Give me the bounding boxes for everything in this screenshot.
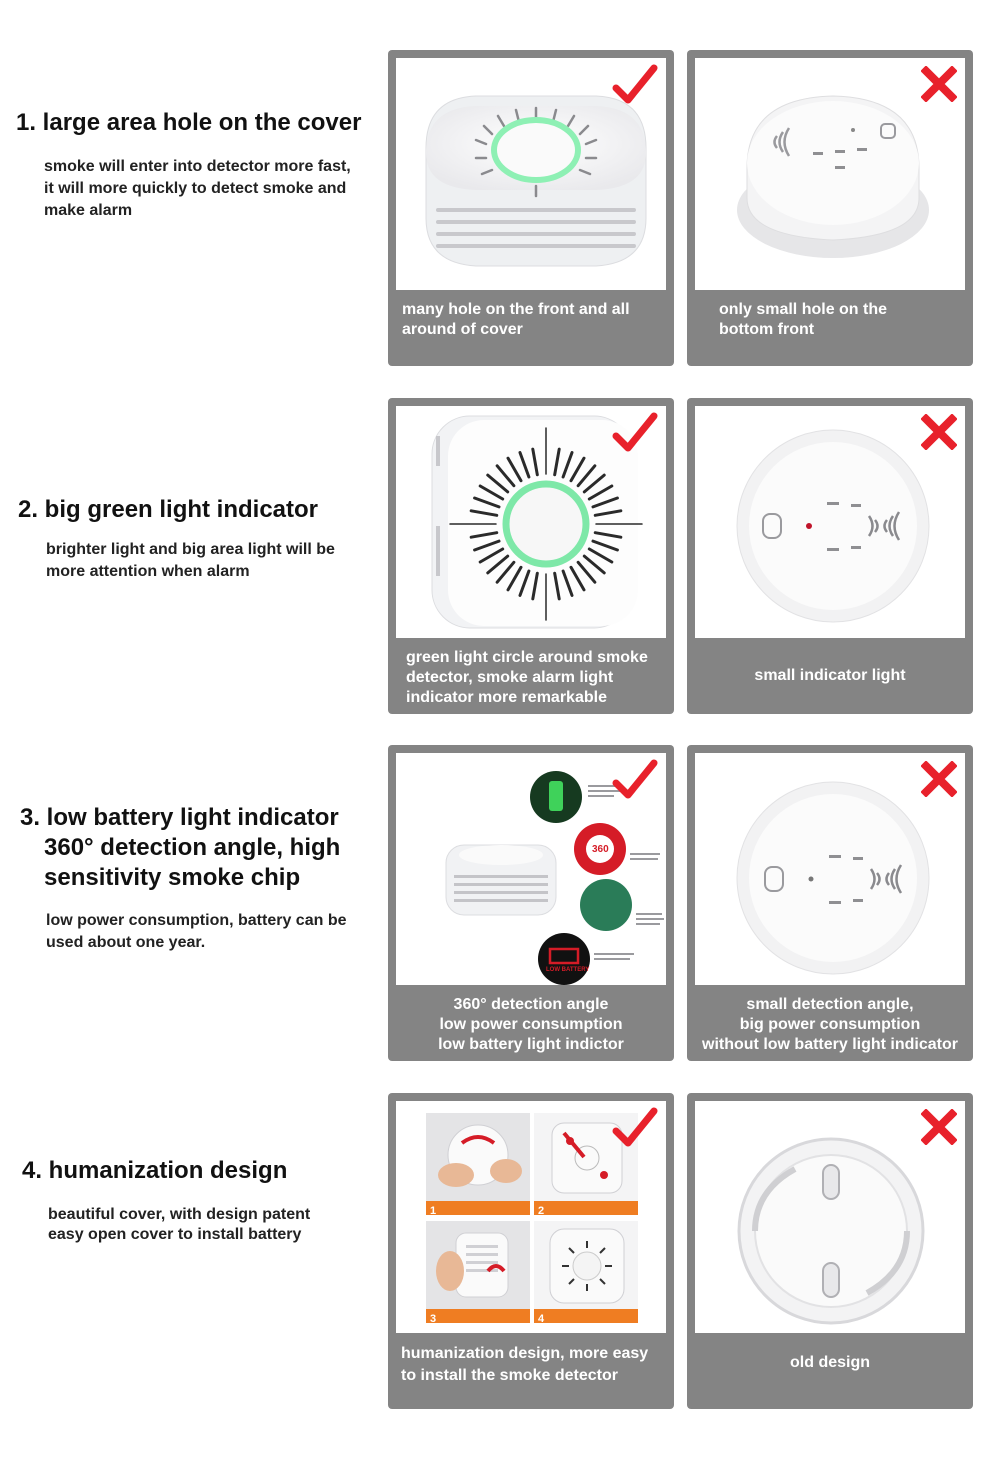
section-2-bad-card	[687, 398, 973, 714]
section-1-bad-card	[687, 50, 973, 366]
section-3-bad-card	[687, 745, 973, 1061]
installation-steps-photo	[396, 1101, 666, 1333]
section-2-description: brighter light and big area light will be more attention when alarm	[46, 541, 335, 580]
low-battery-label: LOW BATTERY	[546, 967, 590, 973]
section-3-heading: 3. low battery light indicator 360° detection angle, high sensitivity smoke chip	[20, 804, 341, 891]
round-detector-front-photo-2	[695, 753, 965, 985]
section-3-good-caption: 360° detection angle low power consumption low battery light indictor	[438, 996, 624, 1053]
section-2-heading: 2. big green light indicator	[18, 496, 319, 523]
section-1-good-caption: many hole on the front and all around of cover	[402, 301, 630, 338]
section-4-good-caption: humanization design, more easy to install the smoke detector	[401, 1345, 649, 1384]
square-detector-front-photo	[396, 406, 666, 638]
round-detector-side-photo	[695, 58, 965, 290]
section-4-description: beautiful cover, with design patent easy open cover to install battery	[48, 1206, 311, 1243]
section-4-bad-card	[687, 1093, 973, 1409]
square-detector-photo	[396, 58, 666, 290]
section-1-bad-caption: only small hole on the bottom front	[719, 301, 888, 338]
section-4-heading: 4. humanization design	[22, 1157, 288, 1184]
section-3-description: low power consumption, battery can be used about one year.	[46, 912, 347, 951]
section-4-good-card	[388, 1093, 674, 1409]
step-3-image	[426, 1221, 530, 1323]
section-4-bad-caption: old design	[790, 1354, 870, 1371]
section-3-good-card	[388, 745, 674, 1061]
section-2-bad-caption: small indicator light	[754, 667, 906, 684]
x-mark-icon	[921, 1109, 957, 1145]
section-2-good-card	[388, 398, 674, 714]
old-mounting-base-photo	[695, 1101, 965, 1333]
step-number-2: 2	[538, 1205, 545, 1217]
check-mark-icon	[612, 412, 658, 454]
check-mark-icon	[612, 1107, 658, 1149]
section-1-description: smoke will enter into detector more fast, it will more quickly to detect smoke and make alarm	[44, 158, 351, 219]
x-mark-icon	[921, 761, 957, 797]
round-detector-front-photo	[695, 406, 965, 638]
badge-360-label: 360	[592, 844, 609, 855]
check-mark-icon	[612, 64, 658, 106]
x-mark-icon	[921, 414, 957, 450]
check-mark-icon	[612, 759, 658, 801]
step-number-1: 1	[430, 1205, 437, 1217]
x-mark-icon	[921, 66, 957, 102]
feature-infographic-photo	[396, 753, 666, 985]
step-4-image	[534, 1221, 638, 1323]
section-1-good-card	[388, 50, 674, 366]
section-2-good-caption: green light circle around smoke detector, smoke alarm light indicator more remarkable	[406, 649, 648, 706]
step-1-image	[426, 1113, 530, 1215]
step-number-4: 4	[538, 1313, 545, 1325]
step-number-3: 3	[430, 1313, 437, 1325]
section-3-bad-caption: small detection angle, big power consumption without low battery light indicator	[702, 996, 958, 1053]
section-1-heading: 1. large area hole on the cover	[16, 109, 362, 136]
